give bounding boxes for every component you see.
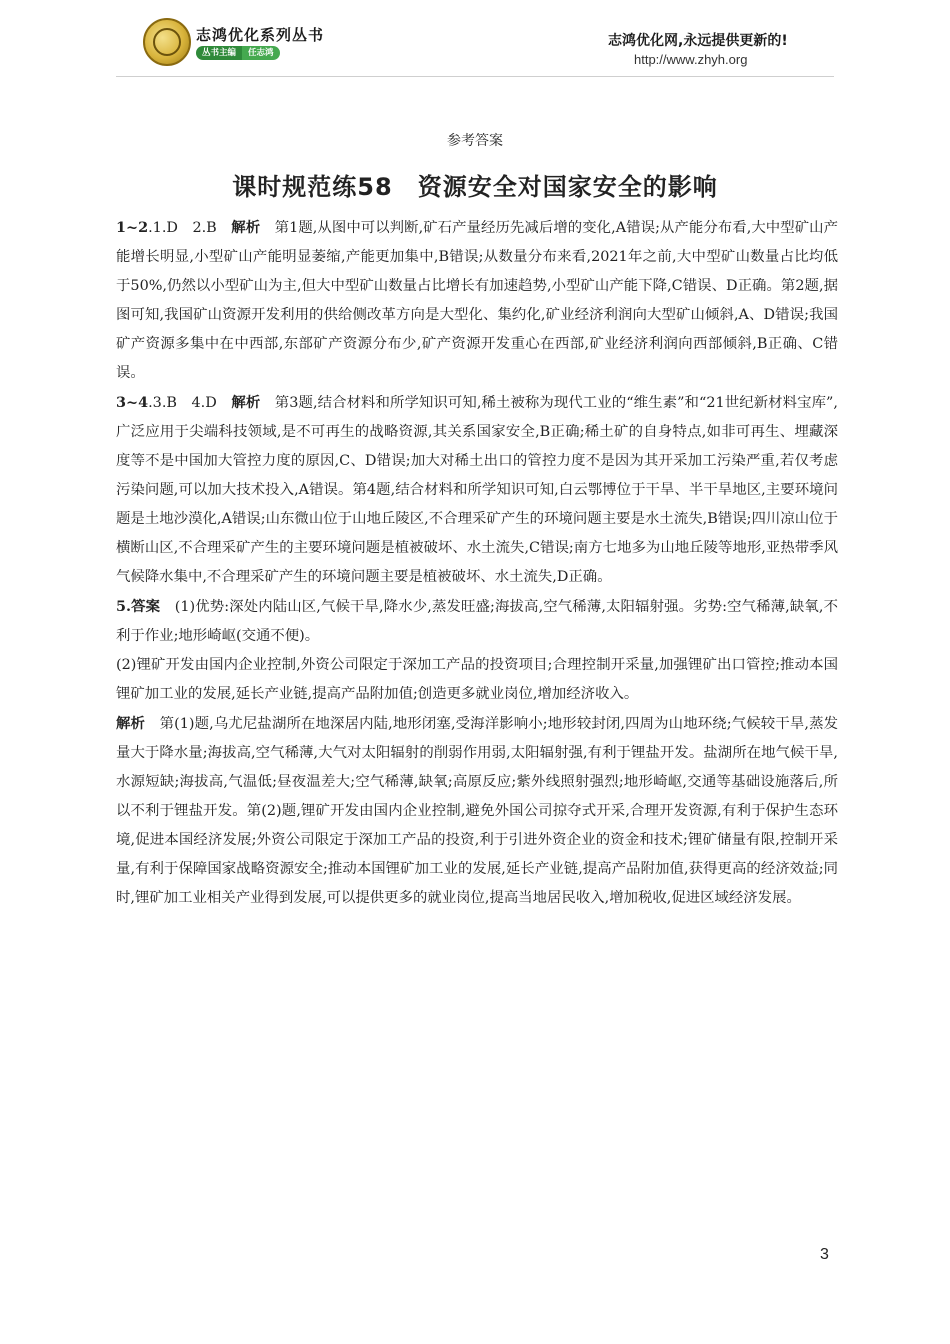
answer-content	[116, 213, 838, 913]
editor-name: 任志鸿	[242, 46, 280, 60]
header-slogan: 志鸿优化网,永远提供更新的!	[608, 33, 788, 49]
question-range-label: 3~4	[116, 394, 149, 411]
answer-part-2: (2)锂矿开发由国内企业控制,外资公司限定于深加工产品的投资项目;合理控制开采量,加强锂矿出口管控;推动本国锂矿加工业的发展,延长产业链,提高产品附加值;创造更多就业岗位,增加经济收入。	[116, 657, 838, 702]
header-url[interactable]: http://www.zhyh.org	[634, 52, 748, 67]
answer-tag: .答案	[126, 598, 161, 615]
page-title: 课时规范练58 资源安全对国家安全的影响	[232, 173, 718, 201]
analysis-block-5	[116, 709, 838, 913]
editor-tag	[196, 46, 280, 60]
question-range-label: 1~2	[116, 219, 149, 236]
answer-values: .3.B 4.D	[148, 395, 232, 411]
series-title: 志鸿优化系列丛书	[196, 26, 325, 44]
analysis-text: 第(1)题,乌尤尼盐湖所在地深居内陆,地形闭塞,受海洋影响小;地形较封闭,四周为山地环绕;气候较干旱,蒸发量大于降水量;海拔高,空气稀薄,大气对太阳辐射的削弱作用弱,太阳辐射强,有利于锂盐开发。盐湖所在地气候干旱,水源短缺;海拔高,气温低;昼夜温差大;空气稀薄,缺氧;高原反应;紫外线照射强烈;地形崎岖,交通等基础设施落后,所以不利于锂盐开发。第(2)题,锂矿开发由国内企业控制,避免外国公司掠夺式开采,合理开发资源,有利于保护生态环境,促进本国经济发展;外资公司限定于深加工产品的投资,利于引进外资企业的资金和技术;锂矿储量有限,控制开采量,有利于保障国家战略资源安全;推动本国锂矿加工业的发展,延长产业链,提高产品附加值,获得更高的经济效益;同时,锂矿加工业相关产业得到发展,可以提供更多的就业岗位,提高当地居民收入,增加税收,促进区域经济发展。	[116, 716, 838, 906]
answer-block-5-part-2	[116, 651, 838, 709]
question-label: 5	[116, 598, 127, 615]
reference-answer-label: 参考答案	[447, 133, 503, 149]
analysis-tag: 解析	[231, 219, 261, 236]
page-number: 3	[820, 1246, 829, 1263]
answer-block-3-4	[116, 388, 838, 592]
editor-label: 丛书主编	[196, 46, 242, 60]
answer-part-1: (1)优势:深处内陆山区,气候干旱,降水少,蒸发旺盛;海拔高,空气稀薄,太阳辐射强。劣势:空气稀薄,缺氧,不利于作业;地形崎岖(交通不便)。	[116, 599, 838, 644]
answer-block-1-2	[116, 213, 838, 388]
analysis-tag: 解析	[231, 394, 261, 411]
series-logo-icon	[143, 18, 191, 66]
header-divider	[116, 76, 834, 77]
analysis-text: 第1题,从图中可以判断,矿石产量经历先减后增的变化,A错误;从产能分布看,大中型矿山产能增长明显,小型矿山产能明显萎缩,产能更加集中,B错误;从数量分布来看,2021年之前,大中型矿山数量占比均低于50%,仍然以小型矿山为主,但大中型矿山数量占比增长有加速趋势,小型矿山产能下降,C错误、D正确。第2题,据图可知,我国矿山资源开发利用的供给侧改革方向是大型化、集约化,矿业经济利润向大型矿山倾斜,A、D错误;我国矿产资源多集中在中西部,东部矿产资源分布少,矿产资源开发重心在西部,矿业经济利润向西部倾斜,B正确、C错误。	[116, 220, 838, 381]
answer-block-5	[116, 592, 838, 651]
analysis-tag: 解析	[116, 715, 146, 732]
page-header	[0, 0, 950, 100]
answer-values: .1.D 2.B	[148, 220, 232, 236]
analysis-text: 第3题,结合材料和所学知识可知,稀土被称为现代工业的“维生素”和“21世纪新材料宝库”,广泛应用于尖端科技领域,是不可再生的战略资源,其关系国家安全,B正确;稀土矿的自身特点,如非可再生、埋藏深度等不是中国加大管控力度的原因,C、D错误;加大对稀土出口的管控力度不是因为其开采加工污染严重,若仅考虑污染问题,可以加大技术投入,A错误。第4题,结合材料和所学知识可知,白云鄂博位于干旱、半干旱地区,主要环境问题是土地沙漠化,A错误;山东微山位于山地丘陵区,不合理采矿产生的环境问题主要是水土流失,B错误;四川凉山位于横断山区,不合理采矿产生的主要环境问题是植被破坏、水土流失,C错误;南方七地多为山地丘陵等地形,亚热带季风气候降水集中,不合理采矿产生的环境问题主要是植被破坏、水土流失,D正确。	[116, 395, 838, 585]
